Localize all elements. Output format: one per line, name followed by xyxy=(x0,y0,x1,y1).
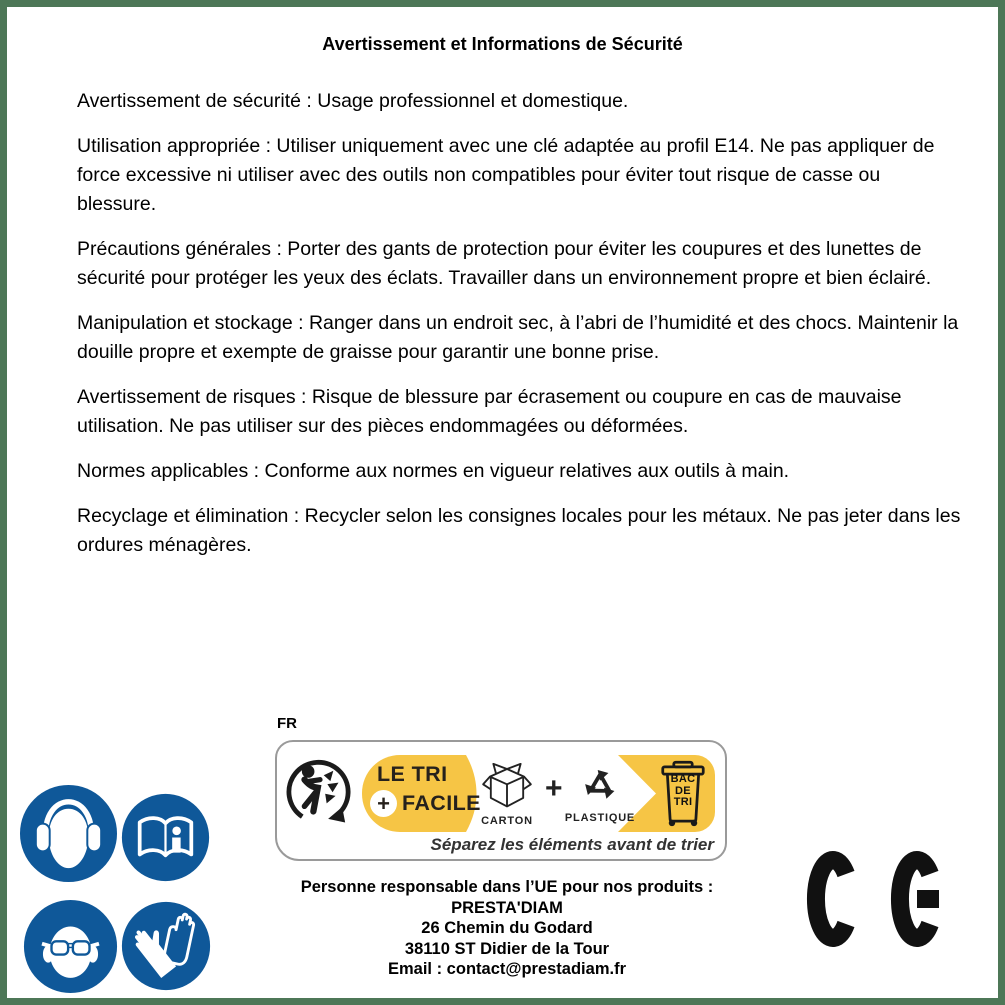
wear-protective-gloves-icon xyxy=(121,901,211,991)
paragraph-general-precautions: Précautions générales : Porter des gants de protection pour éviter les coupures et des lunettes de sécurité pour protéger les yeux des éclats. Travailler dans un environnement propre et bien éclairé. xyxy=(77,238,932,289)
label-headline-line1: LE TRI xyxy=(377,762,448,786)
material-carton xyxy=(476,763,538,827)
bin-label xyxy=(660,774,706,809)
bin-label-line: BAC xyxy=(670,773,696,785)
materials-separator: + xyxy=(545,772,563,805)
paragraph-recycling-disposal: Recyclage et élimination : Recycler selon les consignes locales pour les métaux. Ne pas jeter dans les ordures ménagères. xyxy=(77,505,961,556)
material-carton-label: CARTON xyxy=(481,815,533,827)
paragraph-handling-storage: Manipulation et stockage : Ranger dans un endroit sec, à l’abri de l’humidité et des chocs. Maintenir la douille propre et exempte de graisse pour garantir une bonne prise. xyxy=(77,312,959,363)
ce-marking-icon xyxy=(806,850,948,948)
safety-text-block xyxy=(77,87,961,576)
label-headline-row2 xyxy=(370,790,481,817)
recycling-symbol-icon xyxy=(576,760,624,806)
responsible-email-line: Email : contact@prestadiam.fr xyxy=(388,960,626,978)
paragraph-safety-warning: Avertissement de sécurité : Usage professionnel et domestique. xyxy=(77,90,629,112)
material-plastique xyxy=(562,760,638,824)
wear-ear-protection-icon xyxy=(19,784,118,883)
paragraph-applicable-standards: Normes applicables : Conforme aux normes en vigueur relatives aux outils à main. xyxy=(77,460,790,482)
material-plastique-label: PLASTIQUE xyxy=(564,812,636,824)
tri-facile-label xyxy=(275,740,727,861)
triman-icon xyxy=(283,753,357,827)
paragraph-appropriate-use: Utilisation appropriée : Utiliser uniquement avec une clé adaptée au profil E14. Ne pas appliquer de force excessive ni utiliser avec des outils non compatibles pour éviter tout risque de casse ou blessure. xyxy=(77,135,935,215)
carton-box-icon xyxy=(479,763,535,809)
responsible-company-name: PRESTA'DIAM xyxy=(451,898,563,917)
responsible-address-line1: 26 Chemin du Godard xyxy=(421,919,593,937)
label-headline-line2: FACILE xyxy=(402,791,481,815)
label-footer-note: Séparez les éléments avant de trier xyxy=(430,835,714,854)
wear-eye-protection-icon xyxy=(23,899,118,994)
eu-responsible-block xyxy=(257,877,757,980)
bin-label-line: TRI xyxy=(673,796,693,808)
paragraph-risk-warning: Avertissement de risques : Risque de blessure par écrasement ou coupure en cas de mauvaise utilisation. Ne pas utiliser sur des pièces endommagées ou déformées. xyxy=(77,386,902,437)
sorting-bin xyxy=(660,759,706,828)
label-region-code: FR xyxy=(277,715,297,732)
read-manual-icon xyxy=(121,793,210,882)
bin-label-line: DE xyxy=(675,784,691,797)
page-title: Avertissement et Informations de Sécurité xyxy=(322,34,683,54)
responsible-intro-line: Personne responsable dans l’UE pour nos produits : xyxy=(300,878,714,896)
responsible-address-line2: 38110 ST Didier de la Tour xyxy=(404,939,610,958)
plus-circle-icon: + xyxy=(370,790,397,817)
label-yellow-band xyxy=(362,755,715,832)
